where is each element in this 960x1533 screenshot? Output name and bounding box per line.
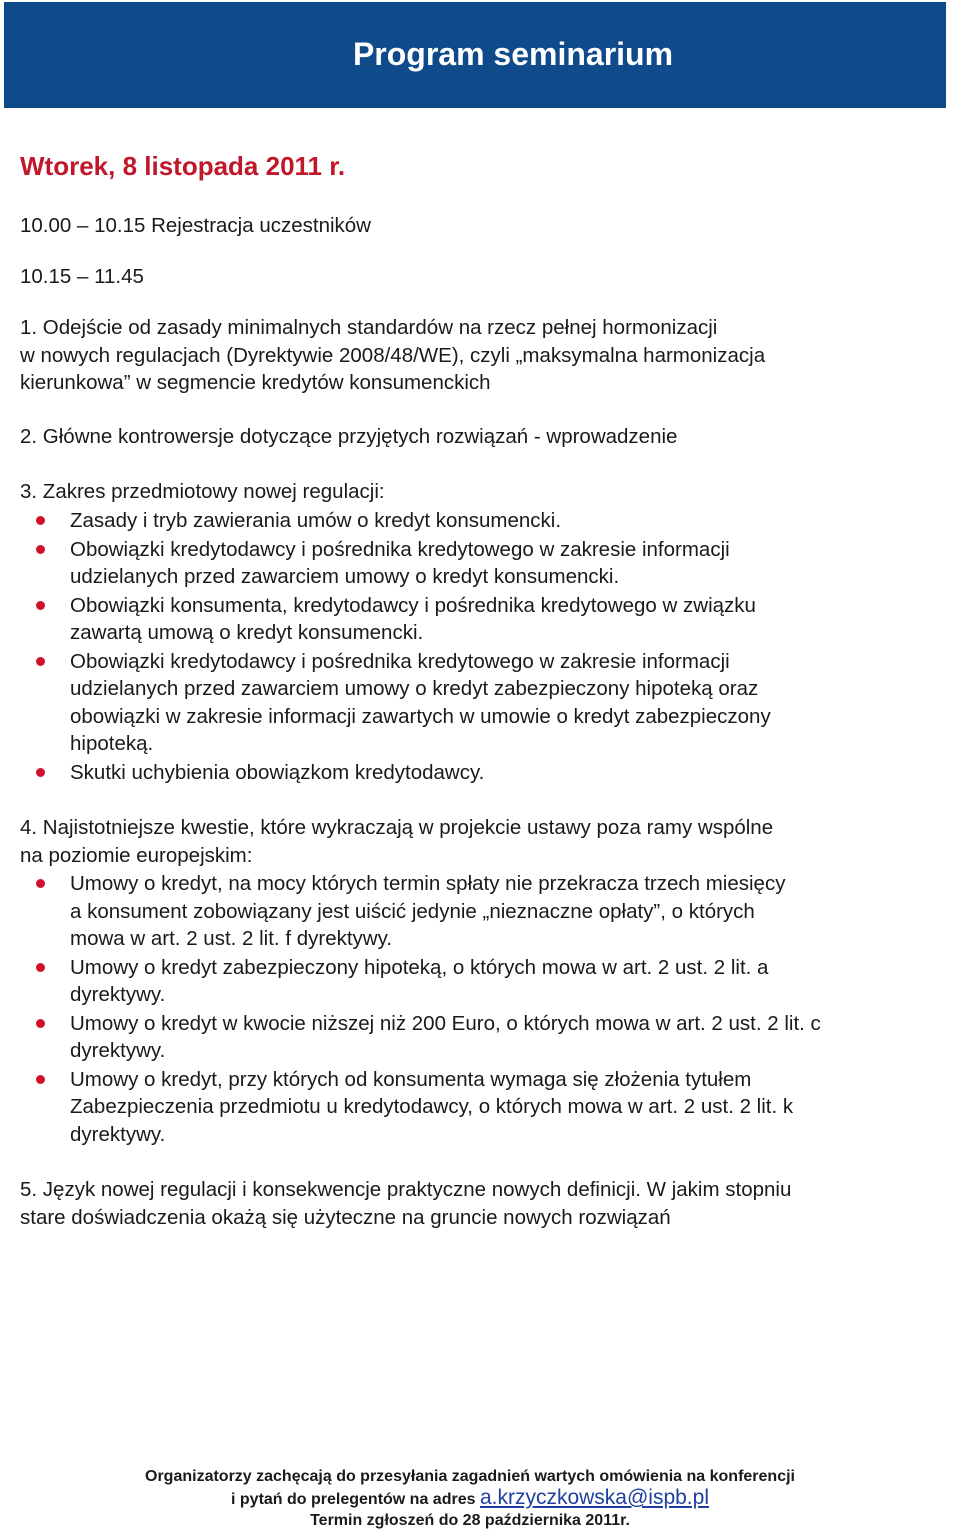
header-banner xyxy=(4,2,946,108)
schedule-registration: 10.00 – 10.15 Rejestracja uczestników xyxy=(20,214,371,237)
day-heading: Wtorek, 8 listopada 2011 r. xyxy=(20,151,346,181)
topic-4-list xyxy=(0,870,821,1149)
schedule-session-time: 10.15 – 11.45 xyxy=(20,265,144,288)
list-item: Skutki uchybienia obowiązkom kredytodawcy. xyxy=(0,759,771,787)
list-item: Obowiązki kredytodawcy i pośrednika kredytowego w zakresie informacji udzielanych przed zawarciem umowy o kredyt zabezpieczony hipoteką oraz obowiązki w zakresie informacji zawartych w umowie o kredyt zabezpieczony hipoteką. xyxy=(0,648,771,758)
contact-email-link[interactable]: a.krzyczkowska@ispb.pl xyxy=(479,1486,709,1509)
topic-1: 1. Odejście od zasady minimalnych standardów na rzecz pełnej hormonizacji w nowych regulacjach (Dyrektywie 2008/48/WE), czyli „maksymalna harmonizacja kierunkowa” w segmencie kredytów konsumenckich xyxy=(20,316,766,394)
footer-note xyxy=(0,1466,940,1531)
topic-3-title: 3. Zakres przedmiotowy nowej regulacji: xyxy=(20,480,385,503)
topic-4-title: 4. Najistotniejsze kwestie, które wykraczają w projekcie ustawy poza ramy wspólne na poziomie europejskim: xyxy=(20,816,774,867)
list-item: Umowy o kredyt w kwocie niższej niż 200 Euro, o których mowa w art. 2 ust. 2 lit. c dyrektywy. xyxy=(0,1010,821,1065)
footer-line-2: i pytań do prelegentów na adres a.krzyczkowska@ispb.pl xyxy=(231,1486,709,1509)
page-title: Program seminarium xyxy=(352,36,674,72)
list-item: Obowiązki kredytodawcy i pośrednika kredytowego w zakresie informacji udzielanych przed zawarciem umowy o kredyt konsumencki. xyxy=(0,536,771,591)
list-item: Umowy o kredyt zabezpieczony hipoteką, o których mowa w art. 2 ust. 2 lit. a dyrektywy. xyxy=(0,954,821,1009)
footer-line-1: Organizatorzy zachęcają do przesyłania zagadnień wartych omówienia na konferencji xyxy=(145,1468,795,1485)
topic-2: 2. Główne kontrowersje dotyczące przyjętych rozwiązań - wprowadzenie xyxy=(20,425,678,448)
list-item: Obowiązki konsumenta, kredytodawcy i pośrednika kredytowego w związku zawartą umową o kredyt konsumencki. xyxy=(0,592,771,647)
list-item: Umowy o kredyt, przy których od konsumenta wymaga się złożenia tytułem Zabezpieczenia przedmiotu u kredytodawcy, o których mowa w art. 2 ust. 2 lit. k dyrektywy. xyxy=(0,1066,821,1149)
list-item: Zasady i tryb zawierania umów o kredyt konsumencki. xyxy=(0,507,771,535)
footer-line-3: Termin zgłoszeń do 28 października 2011r. xyxy=(310,1512,630,1529)
topic-3-list xyxy=(0,507,771,787)
topic-5: 5. Język nowej regulacji i konsekwencje praktyczne nowych definicji. W jakim stopniu stare doświadczenia okażą się użyteczne na gruncie nowych rozwiązań xyxy=(20,1178,792,1229)
list-item: Umowy o kredyt, na mocy których termin spłaty nie przekracza trzech miesięcy a konsument zobowiązany jest uiścić jedynie „nieznaczne opłaty”, o których mowa w art. 2 ust. 2 lit. f dyrektywy. xyxy=(0,870,821,953)
